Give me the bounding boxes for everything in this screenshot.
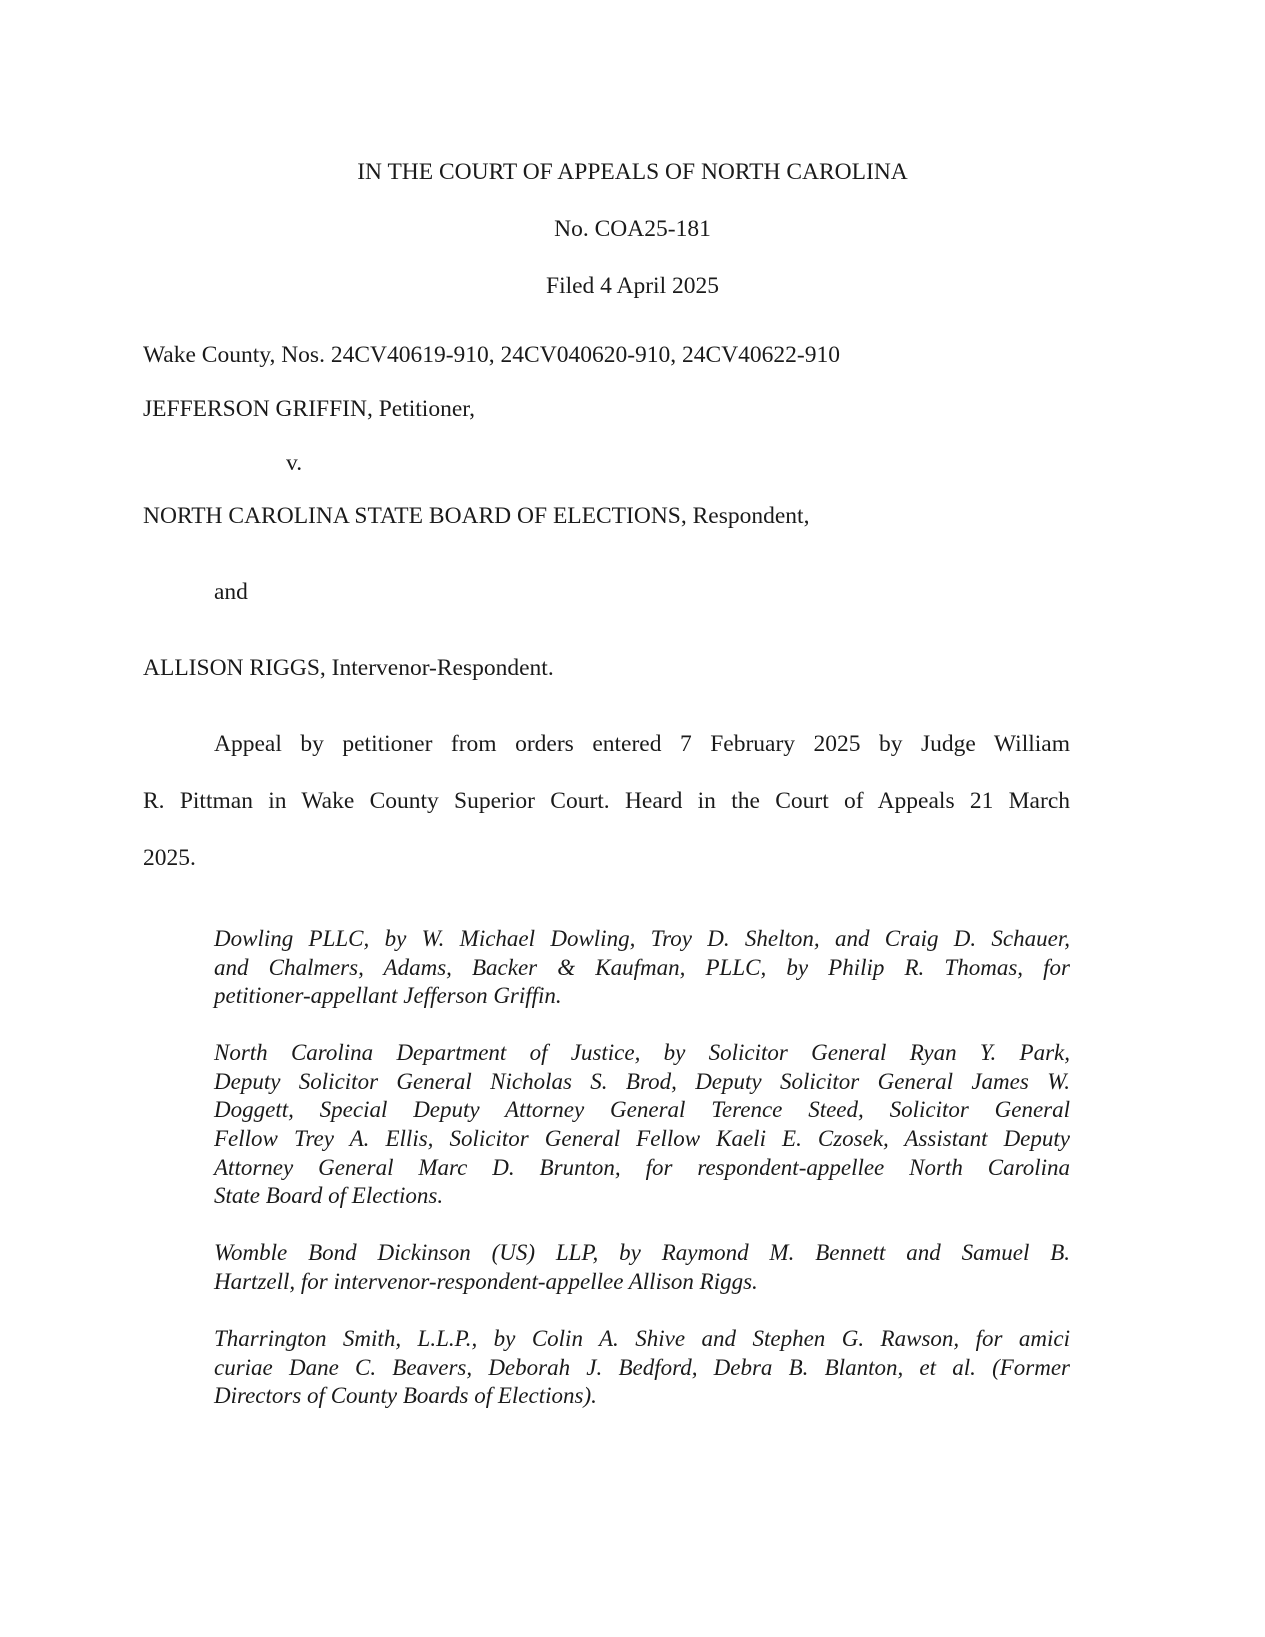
counsel-line: curiae Dane C. Beavers, Deborah J. Bedford, Debra B. Blanton, et al. (Former	[214, 1355, 1070, 1380]
docket-number: No. COA25-181	[554, 216, 711, 242]
counsel-line: Womble Bond Dickinson (US) LLP, by Raymond M. Bennett and Samuel B.	[214, 1240, 1070, 1265]
counsel-line: Hartzell, for intervenor-respondent-appellee Allison Riggs.	[214, 1269, 758, 1294]
counsel-line: Directors of County Boards of Elections).	[214, 1383, 597, 1408]
counsel-line: Deputy Solicitor General Nicholas S. Brod, Deputy Solicitor General James W.	[214, 1069, 1070, 1094]
filed-date: Filed 4 April 2025	[546, 273, 719, 299]
counsel-line: Tharrington Smith, L.L.P., by Colin A. Shive and Stephen G. Rawson, for amici	[214, 1326, 1070, 1351]
counsel-line: and Chalmers, Adams, Backer & Kaufman, PLLC, by Philip R. Thomas, for	[214, 955, 1070, 980]
appeal-line: R. Pittman in Wake County Superior Court. Heard in the Court of Appeals 21 March	[143, 788, 1070, 814]
counsel-line: State Board of Elections.	[214, 1183, 444, 1208]
and-line: and	[214, 579, 248, 605]
court-heading: IN THE COURT OF APPEALS OF NORTH CAROLINA	[357, 159, 908, 185]
county-case-numbers: Wake County, Nos. 24CV40619-910, 24CV040620-910, 24CV40622-910	[143, 342, 840, 368]
counsel-line: petitioner-appellant Jefferson Griffin.	[214, 983, 562, 1008]
respondent-line: NORTH CAROLINA STATE BOARD OF ELECTIONS, Respondent,	[143, 503, 810, 529]
versus: v.	[286, 450, 303, 476]
counsel-line: North Carolina Department of Justice, by Solicitor General Ryan Y. Park,	[214, 1040, 1070, 1065]
appeal-line: 2025.	[143, 845, 196, 871]
counsel-line: Attorney General Marc D. Brunton, for respondent-appellee North Carolina	[214, 1155, 1070, 1180]
counsel-line: Dowling PLLC, by W. Michael Dowling, Troy D. Shelton, and Craig D. Schauer,	[214, 926, 1070, 951]
counsel-line: Fellow Trey A. Ellis, Solicitor General Fellow Kaeli E. Czosek, Assistant Deputy	[214, 1126, 1070, 1151]
petitioner-line: JEFFERSON GRIFFIN, Petitioner,	[143, 396, 476, 422]
appeal-line: Appeal by petitioner from orders entered 7 February 2025 by Judge William	[214, 731, 1070, 757]
counsel-line: Doggett, Special Deputy Attorney General Terence Steed, Solicitor General	[214, 1097, 1070, 1122]
intervenor-line: ALLISON RIGGS, Intervenor-Respondent.	[143, 655, 554, 681]
